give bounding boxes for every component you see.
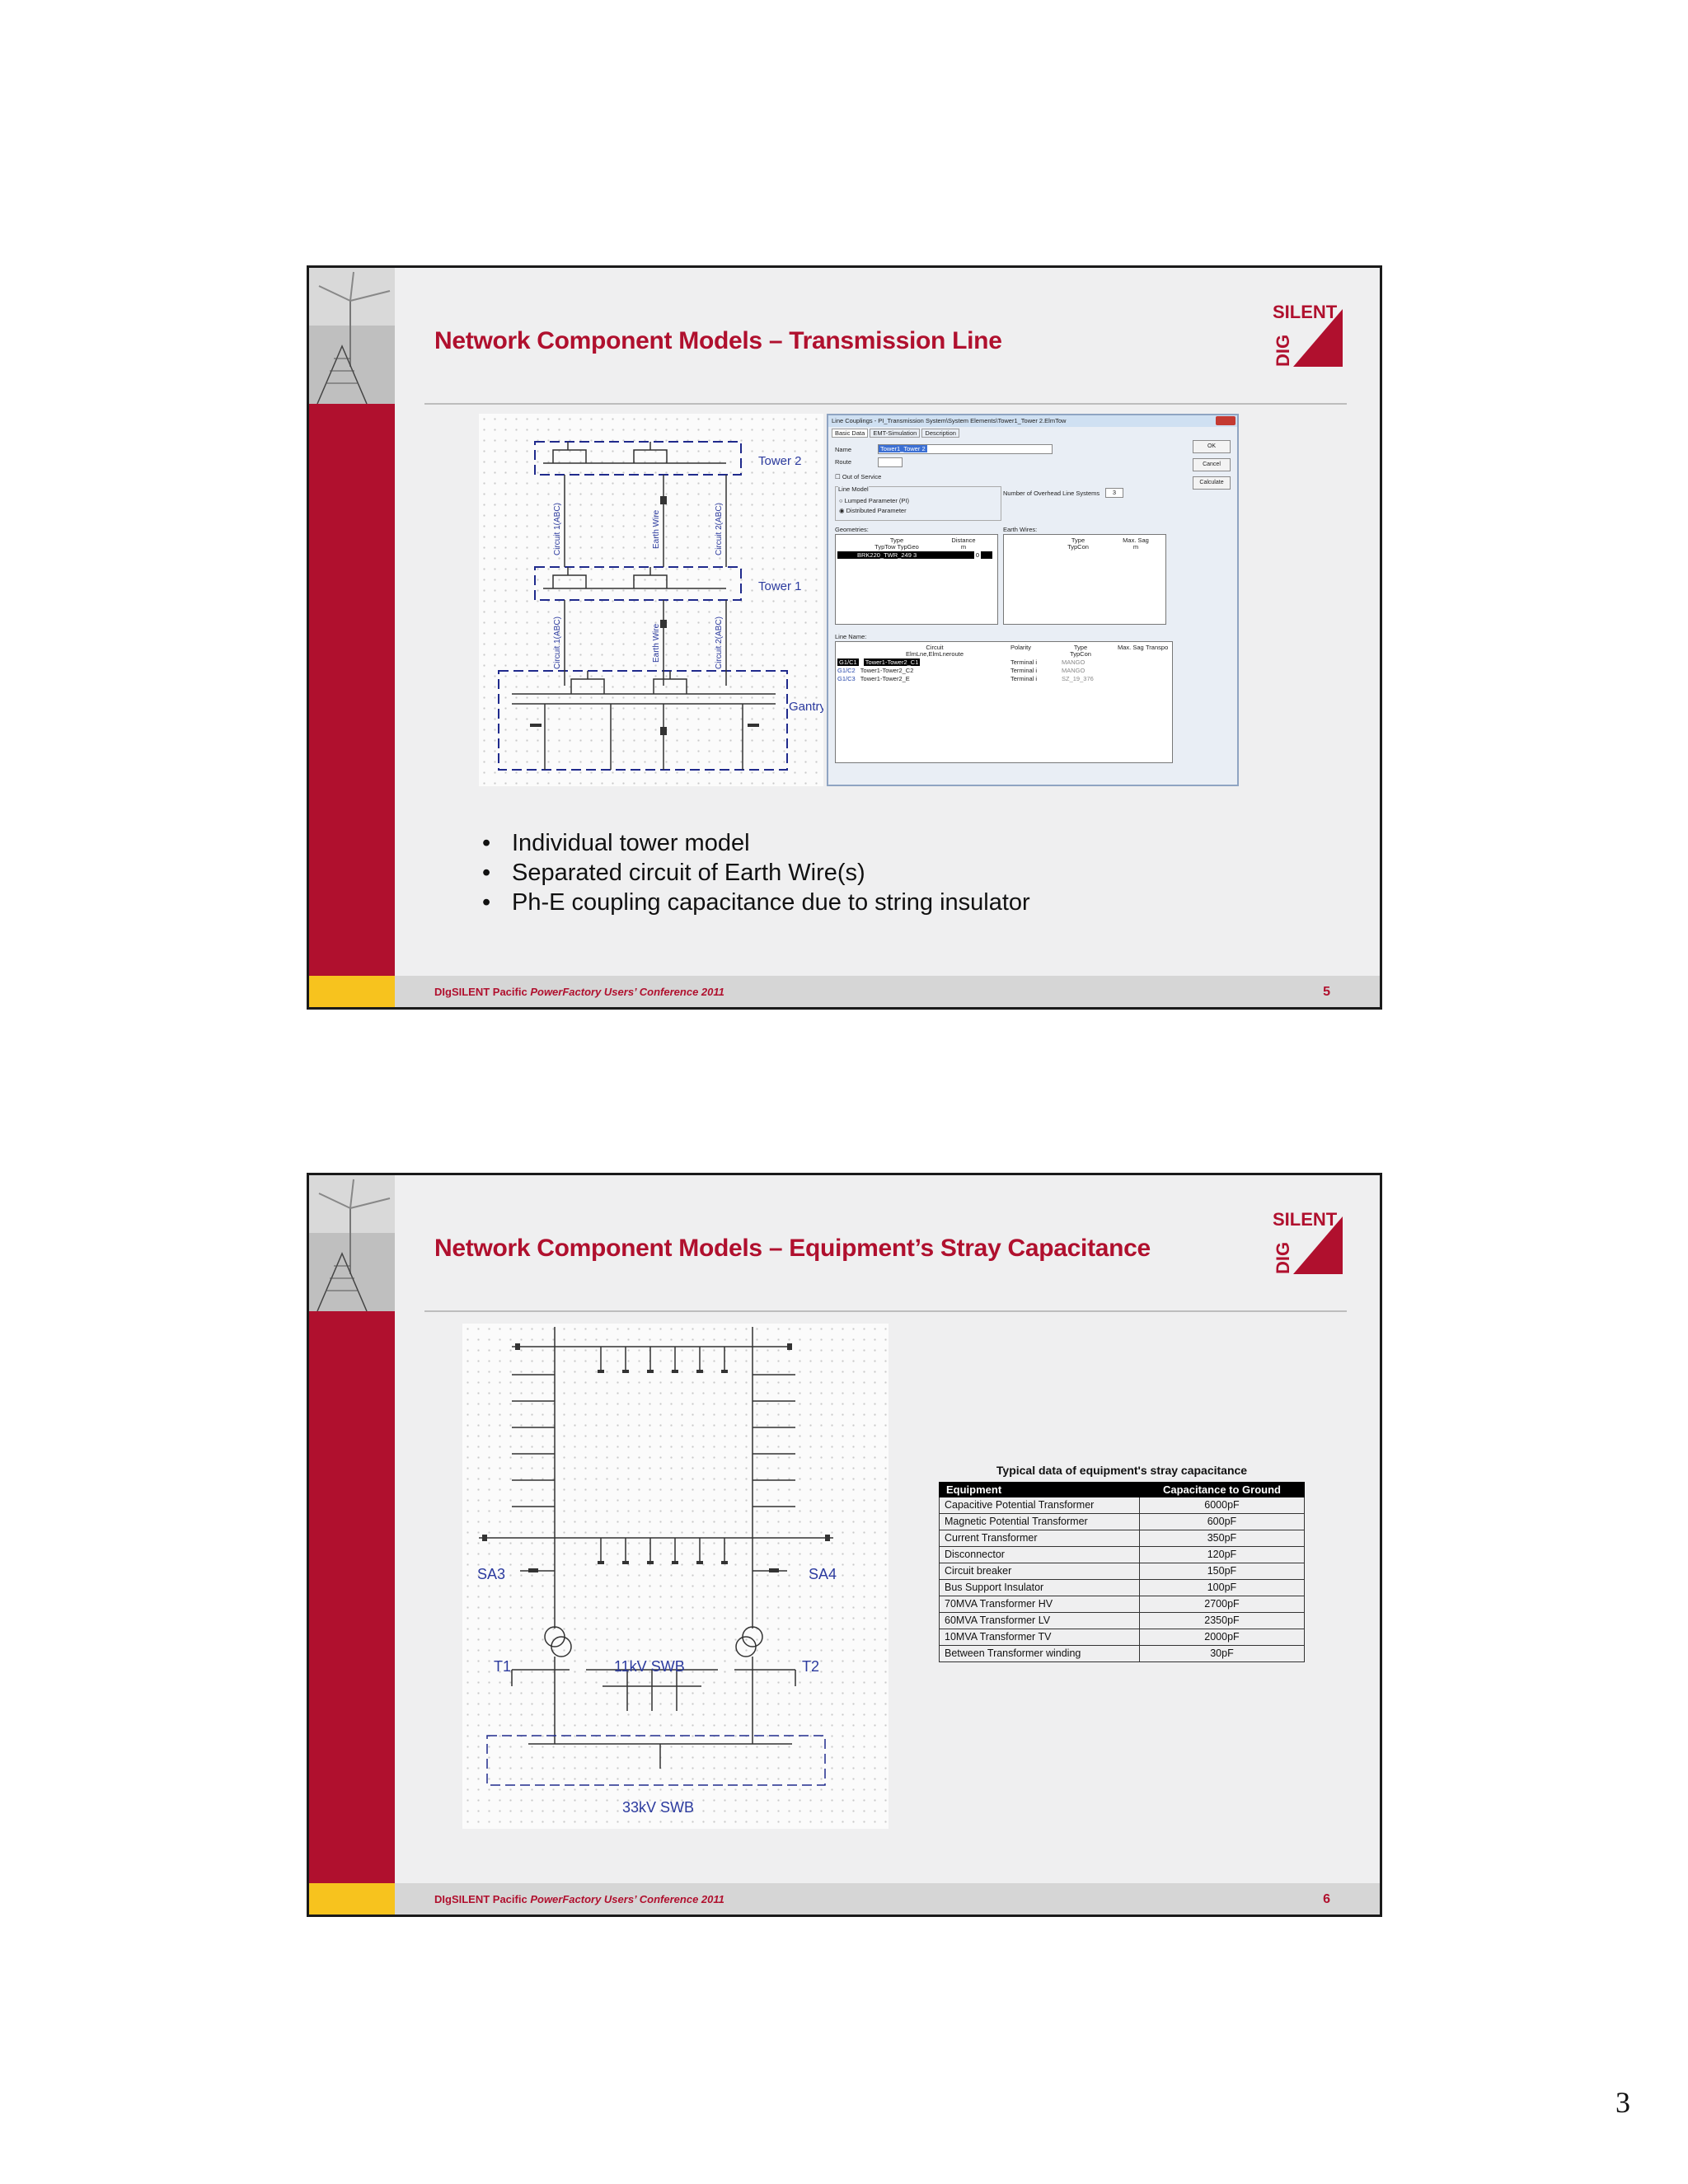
digsilent-logo [1273, 301, 1347, 367]
table-row [940, 1563, 1305, 1580]
slide-transmission-line [307, 265, 1382, 1010]
ok-button[interactable]: OK [1193, 440, 1231, 453]
tower-diagram [479, 414, 823, 786]
wind-turbine-photo [309, 268, 395, 404]
equipment-cell: 70MVA Transformer HV [940, 1596, 1140, 1613]
table-row [940, 1497, 1305, 1514]
earth-wire-label-lower: Earth Wire [652, 623, 661, 663]
ew-maxsag-header: Max. Sag [1123, 537, 1149, 544]
route-label: Route [835, 458, 852, 466]
circuit1-label-upper: Circuit 1(ABC) [553, 503, 562, 555]
tab-basic-data[interactable]: Basic Data [832, 429, 868, 438]
digsilent-logo [1273, 1208, 1347, 1274]
ew-type-header: Type [1071, 537, 1085, 544]
logo-text: SILENT [1273, 302, 1338, 322]
slide-number: 6 [1323, 1892, 1330, 1906]
table-row [940, 1580, 1305, 1596]
sa4-label: SA4 [809, 1566, 837, 1582]
capacitance-cell: 150pF [1139, 1563, 1304, 1580]
capacitance-cell: 6000pF [1139, 1497, 1304, 1514]
lumped-radio[interactable]: ○ Lumped Parameter (PI) [839, 497, 909, 504]
cancel-button[interactable]: Cancel [1193, 458, 1231, 471]
capacitance-cell: 350pF [1139, 1530, 1304, 1547]
table-row [940, 1514, 1305, 1530]
earth-wires-label: Earth Wires: [1003, 526, 1038, 533]
logo-text-vertical: DIG [1273, 1241, 1293, 1274]
ew-maxsag-unit: m [1132, 543, 1139, 551]
equipment-cell: Between Transformer winding [940, 1646, 1140, 1662]
capacitance-cell: 2700pF [1139, 1596, 1304, 1613]
gantry-label: Gantry [789, 700, 823, 714]
wind-turbine-photo [309, 1175, 395, 1311]
footer-accent [309, 1883, 395, 1915]
footer-accent [309, 976, 395, 1007]
name-label: Name [835, 446, 852, 453]
num-systems-label: Number of Overhead Line Systems [1003, 490, 1100, 497]
equipment-cell: Circuit breaker [940, 1563, 1140, 1580]
route-select[interactable] [878, 457, 903, 467]
line-name-table[interactable]: Circuit ElmLne,ElmLneroute Polarity Type TypCon Max. Sag Transpo G1/C1 Tower1-Tower2_C1 Terminal i MANGO G1/C2 Tower1-Tower2_C2 Terminal i MANGO G1/C3 Tower1-Tower2_E Terminal i SZ_19_376 [835, 641, 1173, 763]
slide-stray-capacitance [307, 1173, 1382, 1917]
sheet-page-number: 3 [1615, 2086, 1630, 2119]
capacitance-cell: 100pF [1139, 1580, 1304, 1596]
capacitance-cell: 2350pF [1139, 1613, 1304, 1629]
line-row[interactable]: G1/C2 Tower1-Tower2_C2 Terminal i MANGO [837, 667, 1085, 674]
slide-title: Network Component Models – Transmission Line [434, 327, 1002, 354]
capacitance-cell: 600pF [1139, 1514, 1304, 1530]
tower2-label: Tower 2 [758, 454, 802, 468]
circuit1-label-lower: Circuit 1(ABC) [553, 616, 562, 669]
equipment-cell: Disconnector [940, 1547, 1140, 1563]
circuit2-label-upper: Circuit 2(ABC) [715, 503, 724, 555]
t2-label: T2 [802, 1658, 820, 1675]
table-row [940, 1596, 1305, 1613]
equipment-cell: 60MVA Transformer LV [940, 1613, 1140, 1629]
geo-distance-unit: m [960, 543, 967, 551]
out-of-service-checkbox[interactable]: ☐ Out of Service [835, 473, 882, 480]
table-row [940, 1530, 1305, 1547]
title-divider [424, 1310, 1347, 1312]
geo-row[interactable]: BRK220_TWR_249 3 0 [837, 551, 992, 559]
slide-footer: DIgSILENT Pacific PowerFactory Users’ Conference 2011 [434, 986, 724, 998]
t1-label: T1 [494, 1658, 512, 1675]
bullet-item: • Individual tower model [482, 828, 1030, 858]
swb11-label: 11kV SWB [614, 1658, 685, 1675]
logo-text: SILENT [1273, 1209, 1338, 1230]
line-couplings-dialog [827, 414, 1239, 786]
equipment-cell: 10MVA Transformer TV [940, 1629, 1140, 1646]
geometries-label: Geometries: [835, 526, 869, 533]
equipment-cell: Current Transformer [940, 1530, 1140, 1547]
table-caption: Typical data of equipment's stray capacitance [996, 1464, 1248, 1477]
close-icon[interactable] [1216, 416, 1236, 425]
capacitance-cell: 30pF [1139, 1646, 1304, 1662]
table-row [940, 1547, 1305, 1563]
earth-wire-label-upper: Earth Wire [652, 509, 661, 549]
table-row [940, 1613, 1305, 1629]
swb33-label: 33kV SWB [622, 1799, 695, 1816]
name-input[interactable]: Tower1_Tower 2 [878, 444, 1053, 454]
table-row [940, 1629, 1305, 1646]
substation-diagram [462, 1324, 889, 1829]
circuit2-label-lower: Circuit 2(ABC) [715, 616, 724, 669]
geo-distance-header: Distance [951, 537, 976, 544]
header-equipment: Equipment [940, 1483, 1140, 1497]
earth-wires-table[interactable] [1003, 534, 1166, 625]
geo-type-subheader: TypTow TypGeo [874, 543, 919, 551]
bullet-item: • Ph-E coupling capacitance due to string insulator [482, 888, 1030, 917]
slide-footer: DIgSILENT Pacific PowerFactory Users’ Conference 2011 [434, 1893, 724, 1905]
num-systems-input[interactable]: 3 [1105, 488, 1123, 498]
capacitance-cell: 120pF [1139, 1547, 1304, 1563]
logo-text-vertical: DIG [1273, 334, 1293, 367]
tab-description[interactable]: Description [921, 429, 959, 438]
bullet-item: • Separated circuit of Earth Wire(s) [482, 858, 1030, 888]
tower1-label: Tower 1 [758, 579, 802, 593]
capacitance-cell: 2000pF [1139, 1629, 1304, 1646]
equipment-cell: Bus Support Insulator [940, 1580, 1140, 1596]
distributed-radio[interactable]: ◉ Distributed Parameter [839, 507, 907, 514]
equipment-cell: Magnetic Potential Transformer [940, 1514, 1140, 1530]
line-row[interactable]: G1/C3 Tower1-Tower2_E Terminal i SZ_19_376 [837, 675, 1094, 682]
stray-capacitance-table [939, 1464, 1305, 1662]
calculate-button[interactable]: Calculate [1193, 476, 1231, 490]
title-divider [424, 403, 1347, 405]
dialog-title: Line Couplings - PI_Transmission System\System Elements\Tower1_Tower 2.ElmTow [828, 415, 1237, 427]
slide-title: Network Component Models – Equipment’s Stray Capacitance [434, 1235, 1151, 1262]
equipment-cell: Capacitive Potential Transformer [940, 1497, 1140, 1514]
slide-number: 5 [1323, 985, 1330, 999]
ew-type-subheader: TypCon [1067, 543, 1089, 551]
geometries-table[interactable] [835, 534, 998, 625]
header-capacitance: Capacitance to Ground [1139, 1483, 1304, 1497]
line-name-label: Line Name: [835, 633, 867, 640]
table-row [940, 1646, 1305, 1662]
sa3-label: SA3 [477, 1566, 506, 1582]
bullet-list [482, 828, 1030, 917]
tab-emt-simulation[interactable]: EMT-Simulation [870, 429, 920, 438]
line-row[interactable]: G1/C1 Tower1-Tower2_C1 Terminal i MANGO [839, 658, 1085, 666]
geo-type-header: Type [889, 537, 904, 544]
line-model-group: Line Model ○ Lumped Parameter (PI) ◉ Distributed Parameter [835, 486, 1001, 521]
